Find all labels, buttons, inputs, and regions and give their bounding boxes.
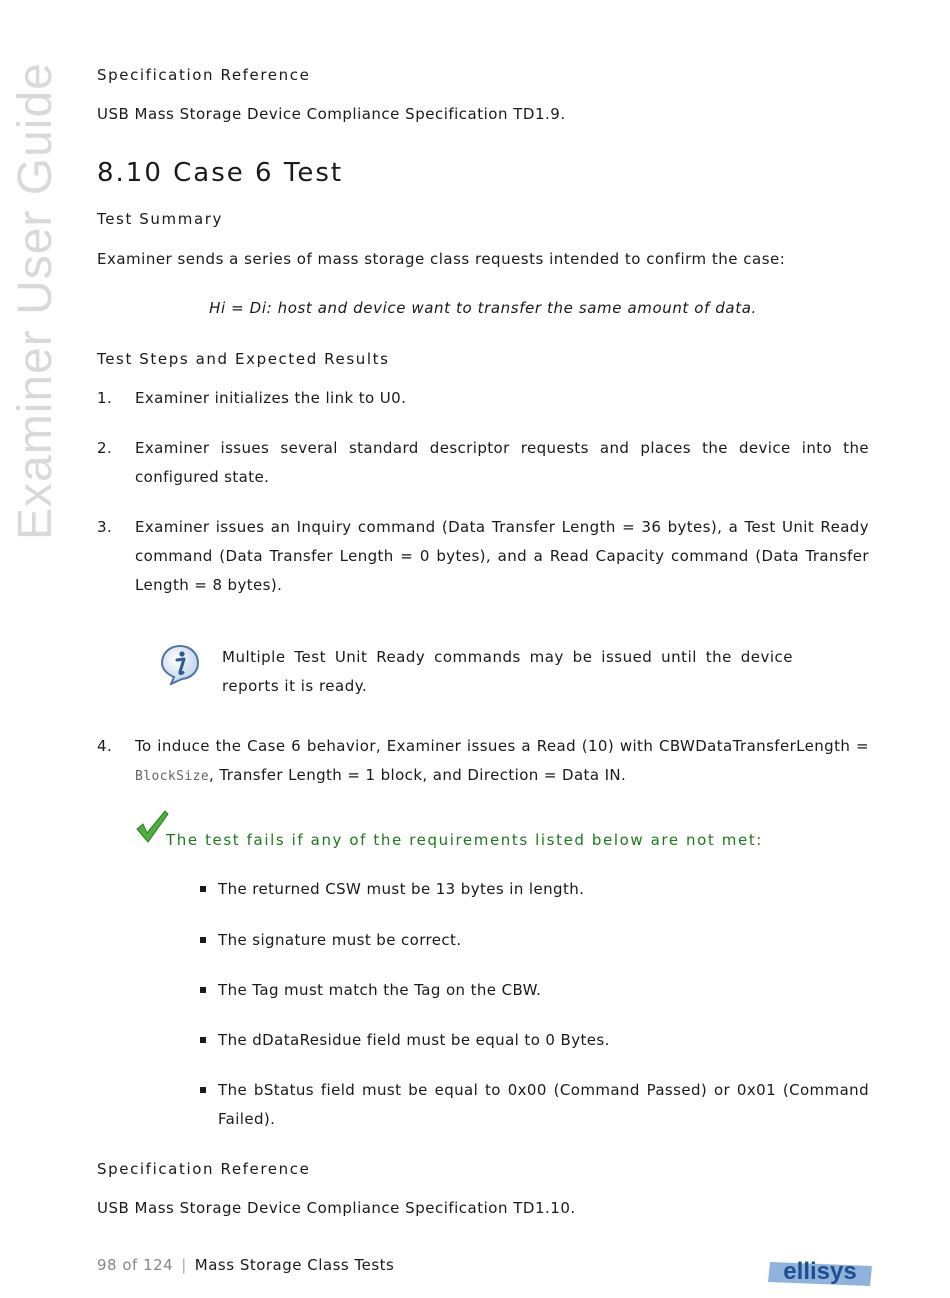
info-note bbox=[159, 643, 799, 701]
step-number: 4. bbox=[97, 737, 113, 755]
step-text: Examiner issues several standard descriptor requests and places the device into the configured state. bbox=[135, 439, 869, 486]
step-item bbox=[97, 513, 869, 600]
step-number: 1. bbox=[97, 389, 113, 407]
side-title: Examiner User Guide bbox=[9, 62, 62, 540]
step-text-part: To induce the Case 6 behavior, Examiner issues a Read (10) with CBWDataTransferLength = bbox=[135, 737, 869, 755]
summary-heading: Test Summary bbox=[97, 210, 223, 228]
bullet-marker bbox=[200, 987, 206, 993]
step-number: 3. bbox=[97, 518, 113, 536]
requirement-text: The signature must be correct. bbox=[218, 931, 462, 949]
requirement-item bbox=[200, 875, 869, 904]
requirement-text: The bStatus field must be equal to 0x00 (Command Passed) or 0x01 (Command Failed). bbox=[218, 1081, 869, 1128]
bullet-marker bbox=[200, 1087, 206, 1093]
summary-text: Examiner sends a series of mass storage class requests intended to confirm the case: bbox=[97, 250, 786, 268]
spec-ref-heading-1: Specification Reference bbox=[97, 66, 311, 84]
step-number: 2. bbox=[97, 439, 113, 457]
step-item bbox=[97, 434, 869, 492]
bullet-marker bbox=[200, 937, 206, 943]
info-icon bbox=[159, 643, 201, 685]
requirement-item bbox=[200, 976, 869, 1005]
requirement-text: The returned CSW must be 13 bytes in length. bbox=[218, 880, 585, 898]
spec-ref-text-2: USB Mass Storage Device Compliance Specification TD1.10. bbox=[97, 1199, 576, 1217]
step-text: Examiner issues an Inquiry command (Data Transfer Length = 36 bytes), a Test Unit Ready command (Data Transfer Length = 0 bytes), and a Read Capacity command (Data Transfer Length = 8 bytes). bbox=[135, 518, 869, 594]
steps-heading: Test Steps and Expected Results bbox=[97, 350, 390, 368]
step-text bbox=[135, 732, 869, 791]
step-item bbox=[97, 384, 869, 413]
requirement-text: The dDataResidue field must be equal to 0 Bytes. bbox=[218, 1031, 610, 1049]
checkmark-icon bbox=[135, 809, 169, 843]
footer-separator: | bbox=[181, 1256, 187, 1274]
ellisys-logo bbox=[766, 1252, 876, 1288]
code-blocksize: BlockSize bbox=[135, 769, 210, 784]
step-text-part: , Transfer Length = 1 block, and Direction = Data IN. bbox=[209, 766, 627, 784]
step-item bbox=[97, 732, 869, 791]
page-footer bbox=[97, 1256, 394, 1274]
fail-notice bbox=[135, 831, 763, 849]
footer-section: Mass Storage Class Tests bbox=[194, 1256, 395, 1274]
spec-ref-text-1: USB Mass Storage Device Compliance Specification TD1.9. bbox=[97, 105, 566, 123]
spec-ref-heading-2: Specification Reference bbox=[97, 1160, 311, 1178]
logo-text: ellisys bbox=[783, 1258, 857, 1285]
step-text: Examiner initializes the link to U0. bbox=[135, 389, 407, 407]
case-line: Hi = Di: host and device want to transfer the same amount of data. bbox=[209, 299, 757, 317]
requirement-item bbox=[200, 1026, 869, 1055]
fail-notice-text: The test fails if any of the requirements listed below are not met: bbox=[166, 831, 763, 849]
bullet-marker bbox=[200, 1037, 206, 1043]
bullet-marker bbox=[200, 886, 206, 892]
section-title: 8.10 Case 6 Test bbox=[97, 158, 344, 188]
page-number: 98 of 124 bbox=[97, 1256, 174, 1274]
requirement-text: The Tag must match the Tag on the CBW. bbox=[218, 981, 542, 999]
requirement-item bbox=[200, 1076, 869, 1134]
requirement-item bbox=[200, 926, 869, 955]
note-text: Multiple Test Unit Ready commands may be issued until the device reports it is ready. bbox=[222, 648, 793, 695]
